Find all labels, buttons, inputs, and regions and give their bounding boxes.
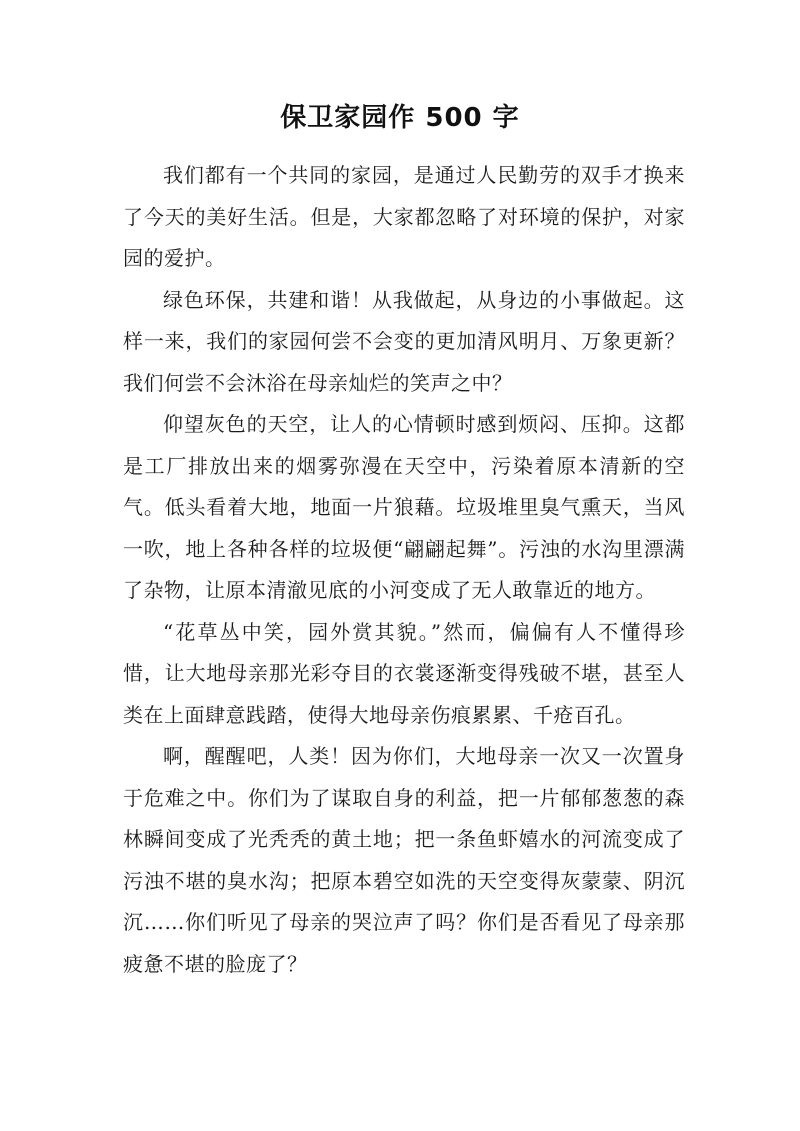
paragraph-1: 我们都有一个共同的家园，是通过人民勤劳的双手才换来了今天的美好生活。但是，大家都忽略了对环境的保护，对家园的爱护。 bbox=[123, 163, 685, 270]
paragraph-2: 绿色环保，共建和谐！从我做起，从身边的小事做起。这样一来，我们的家园何尝不会变的更加清风明月、万象更新？我们何尝不会沐浴在母亲灿烂的笑声之中？ bbox=[123, 287, 685, 395]
paragraph-4: “花草丛中笑，园外赏其貌。”然而，偏偏有人不懂得珍惜，让大地母亲那光彩夺目的衣裳逐渐变得残破不堪，甚至人类在上面肆意践踏，使得大地母亲伤痕累累、千疮百孔。 bbox=[123, 619, 685, 727]
paragraph-3: 仰望灰色的天空，让人的心情顿时感到烦闷、压抑。这都是工厂排放出来的烟雾弥漫在天空中，污染着原本清新的空气。低头看着大地，地面一片狼藉。垃圾堆里臭气熏天，当风一吹，地上各种各样的垃圾便“翩翩起舞”。污浊的水沟里漂满了杂物，让原本清澈见底的小河变成了无人敢靠近的地方。 bbox=[123, 412, 685, 602]
document-title: 保卫家园作 500 字 bbox=[280, 103, 520, 133]
document-body bbox=[123, 155, 685, 985]
paragraph-5: 啊，醒醒吧，人类！因为你们，大地母亲一次又一次置身于危难之中。你们为了谋取自身的利益，把一片郁郁葱葱的森林瞬间变成了光秃秃的黄土地；把一条鱼虾嬉水的河流变成了污浊不堪的臭水沟；把原本碧空如洗的天空变得灰蒙蒙、阴沉沉……你们听见了母亲的哭泣声了吗？你们是否看见了母亲那疲惫不堪的脸庞了？ bbox=[123, 744, 685, 976]
